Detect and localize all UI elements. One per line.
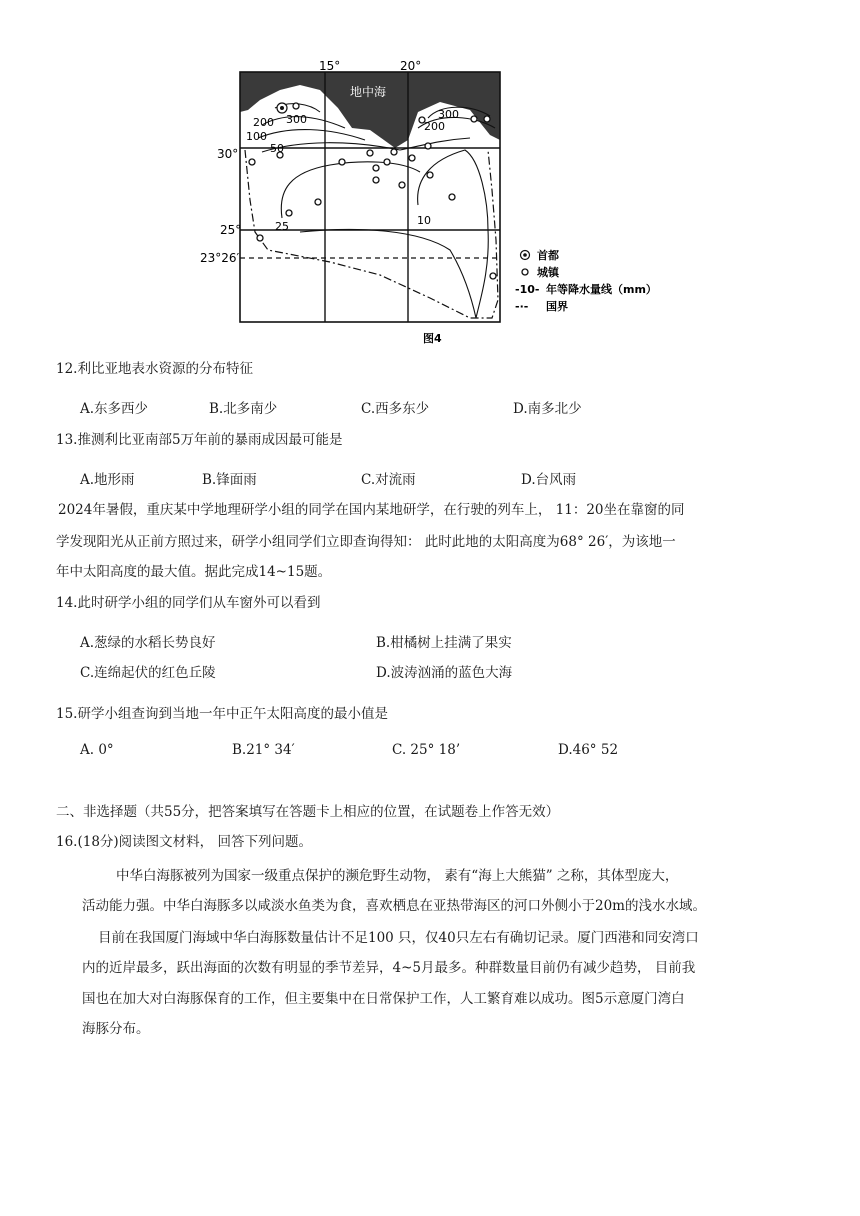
legend-isohyet-mark: -10- — [515, 283, 540, 296]
q13-option-d: D.台风雨 — [521, 472, 577, 488]
q15-option-d: D.46° 52 — [558, 742, 619, 758]
q14-option-a: A.葱绿的水稻长势良好 — [80, 635, 216, 651]
q16-p1-line1: 中华白海豚被列为国家一级重点保护的濒危野生动物， 素有“海上大熊猫” 之称，其体型庞大， — [116, 868, 679, 884]
q15-option-a: A. 0° — [80, 742, 114, 758]
iso-25-label: 25 — [275, 220, 289, 233]
q14-stem: 14.此时研学小组的同学们从车窗外可以看到 — [56, 595, 321, 611]
section-2-title: 二、非选择题（共55分，把答案填写在答题卡上相应的位置，在试题卷上作答无效） — [56, 804, 560, 820]
lat-2326-label: 23°26′ — [200, 251, 240, 265]
legend-capital-label: 首都 — [537, 249, 559, 262]
figure-4-map — [0, 0, 860, 350]
lon-15-label: 15° — [319, 59, 341, 73]
isohyet-50 — [262, 138, 470, 152]
legend-isohyet-label: 年等降水量线（mm） — [546, 283, 657, 296]
q16-p2-line4: 海豚分布。 — [82, 1021, 150, 1037]
passage-line-1: 2024年暑假，重庆某中学地理研学小组的同学在国内某地研学，在行驶的列车上， 11：20坐在靠窗的同 — [58, 502, 685, 518]
q12-option-c: C.西多东少 — [361, 401, 430, 417]
lat-30-label: 30° — [217, 147, 239, 161]
sea-label: 地中海 — [350, 85, 387, 99]
q16-p1-line2: 活动能力强。中华白海豚多以咸淡水鱼类为食，喜欢栖息在亚热带海区的河口外侧小于20m的浅水水域。 — [82, 898, 706, 914]
iso-300-right-label: 300 — [438, 108, 459, 121]
q13-option-b: B.锋面雨 — [202, 472, 257, 488]
q16-p2-line1: 目前在我国厦门海域中华白海豚数量估计不足100 只，仅40只左右有确切记录。厦门西港和同安湾口 — [98, 930, 699, 946]
q16-stem: 16.(18分)阅读图文材料， 回答下列问题。 — [56, 834, 312, 850]
q13-option-a: A.地形雨 — [80, 472, 135, 488]
q15-option-b: B.21° 34′ — [232, 742, 295, 758]
q12-option-d: D.南多北少 — [513, 401, 582, 417]
passage-line-3: 年中太阳高度的最大值。据此完成14~15题。 — [56, 564, 332, 580]
legend-town-label: 城镇 — [537, 266, 559, 279]
iso-300-left-label: 300 — [286, 113, 307, 126]
q14-option-d: D.波涛汹涌的蓝色大海 — [376, 665, 513, 681]
passage-line-2: 学发现阳光从正前方照过来，研学小组同学们立即查询得知： 此时此地的太阳高度为68° 26′，为该地一 — [56, 534, 676, 550]
isohyet-25 — [281, 162, 420, 218]
lat-25-label: 25° — [220, 223, 242, 237]
q15-option-c: C. 25° 18’ — [392, 742, 461, 758]
q13-stem: 13.推测利比亚南部5万年前的暴雨成因最可能是 — [56, 432, 343, 448]
q12-option-b: B.北多南少 — [209, 401, 278, 417]
national-border — [245, 150, 498, 318]
q15-stem: 15.研学小组查询到当地一年中正午太阳高度的最小值是 — [56, 706, 388, 722]
q12-stem: 12.利比亚地表水资源的分布特征 — [56, 361, 253, 377]
q16-p2-line3: 国也在加大对白海豚保育的工作，但主要集中在日常保护工作，人工繁育难以成功。图5示意厦门湾白 — [82, 991, 685, 1007]
q12-option-a: A.东多西少 — [80, 401, 149, 417]
legend-border-mark: -·- — [515, 300, 529, 313]
isohyet-10-south — [300, 229, 476, 318]
lon-20-label: 20° — [400, 59, 422, 73]
q14-option-b: B.柑橘树上挂满了果实 — [376, 635, 512, 651]
iso-200-right-label: 200 — [424, 120, 445, 133]
iso-100-label: 100 — [246, 130, 267, 143]
q16-p2-line2: 内的近岸最多，跃出海面的次数有明显的季节差异，4~5月最多。种群数量目前仍有减少趋势， 目前我 — [82, 960, 696, 976]
figure-caption: 图4 — [423, 332, 442, 345]
legend-border-label: 国界 — [546, 300, 568, 313]
iso-50-label: 50 — [270, 142, 284, 155]
q14-option-c: C.连绵起伏的红色丘陵 — [80, 665, 216, 681]
legend-town-icon — [522, 269, 528, 275]
iso-200-left-label: 200 — [253, 116, 274, 129]
iso-10-label: 10 — [417, 214, 431, 227]
isohyet-100 — [258, 130, 365, 140]
q13-option-c: C.对流雨 — [361, 472, 416, 488]
